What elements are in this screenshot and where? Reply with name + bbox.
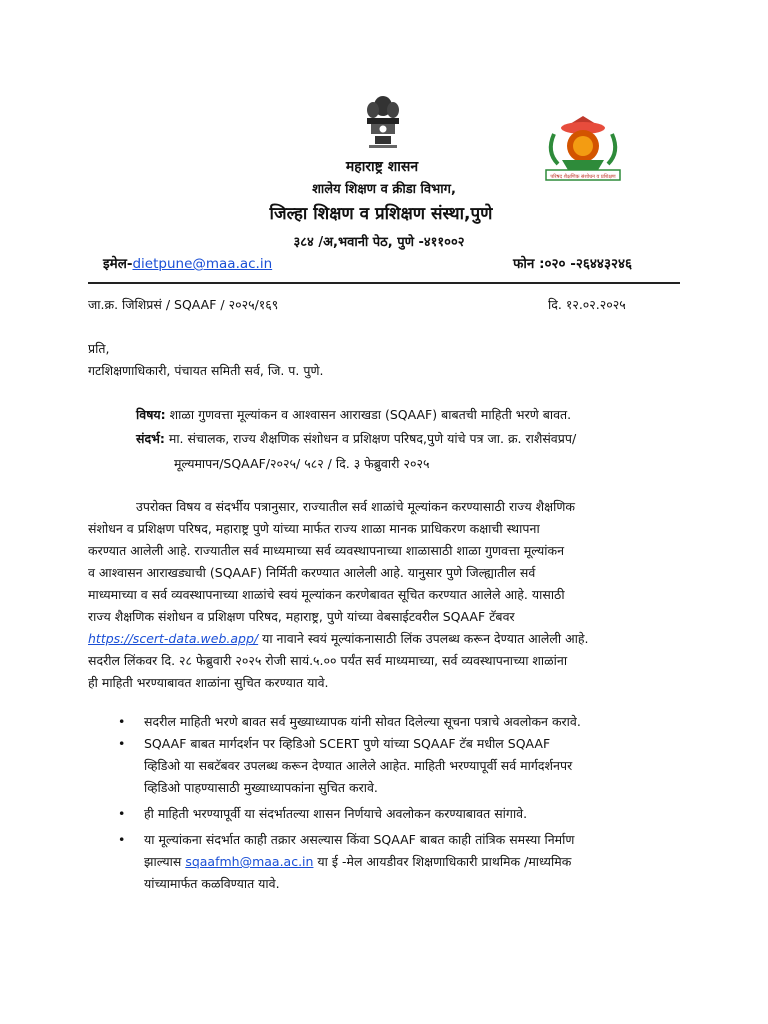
national-emblem-icon (361, 92, 405, 152)
bullet-icon: • (118, 736, 126, 751)
body-line-4: व आश्वासन आराखड्याची (SQAAF) निर्मिती करण्यात आलेली आहे. यानुसार पुणे जिल्ह्यातील सर्व (88, 565, 536, 580)
body-line-8: सदरील लिंकवर दि. २८ फेब्रुवारी २०२५ रोजी सायं.५.०० पर्यंत सर्व माध्यमाच्या, सर्व व्यवस्थापनाच्या शाळांना (88, 653, 568, 668)
reference-line-1 (136, 430, 576, 447)
bullet-2-line-1: SQAAF बाबत मार्गदर्शन पर व्हिडिओ SCERT पुणे यांच्या SQAAF टॅब मधील SQAAF (144, 736, 551, 751)
email-label: इमेल- (103, 256, 133, 272)
reference-number: जा.क्र. जिशिप्रसं / SQAAF / २०२५/१६९ (88, 297, 279, 312)
recipient-to: प्रति, (88, 341, 110, 356)
bullet-4-post: या ई -मेल आयडीवर शिक्षणाधिकारी प्राथमिक /माध्यमिक (313, 854, 572, 869)
subject-text: शाळा गुणवत्ता मूल्यांकन व आश्वासन आराखडा (SQAAF) बाबतची माहिती भरणे बावत. (165, 407, 572, 422)
body-line-6: राज्य शैक्षणिक संशोधन व प्रशिक्षण परिषद, महाराष्ट्र, पुणे यांच्या वेबसाईटवरील SQAAF टॅबवर (88, 609, 515, 624)
body-line-9: ही माहिती भरण्याबावत शाळांना सुचित करण्यात यावे. (88, 675, 329, 690)
email-row (103, 254, 272, 272)
bullet-1-text: सदरील माहिती भरणे बावत सर्व मुख्याध्यापक यांनी सोवत दिलेल्या सूचना पत्राचे अवलोकन करावे. (144, 714, 581, 729)
bullet-icon: • (118, 714, 126, 729)
list-item (118, 733, 680, 799)
list-item (118, 829, 680, 895)
seal-text: परिषद शैक्षणिक संशोधन व प्रशिक्षण (550, 174, 616, 180)
institute-address: ३८४ /अ,भवानी पेठ, पुणे -४११००२ (293, 235, 465, 250)
subject-line (136, 406, 571, 423)
department-name: शालेय शिक्षण व क्रीडा विभाग, (312, 182, 456, 197)
subject-label: विषय: (136, 407, 166, 422)
bullet-4-line-3: यांच्यामार्फत कळविण्यात यावे. (144, 876, 280, 891)
header-divider (88, 282, 680, 284)
email-link[interactable]: dietpune@maa.ac.in (132, 256, 273, 272)
body-line-7-text: या नावाने स्वयं मूल्यांकनासाठी लिंक उपलब्ध करून देण्यात आलेली आहे. (258, 631, 589, 646)
bullet-icon: • (118, 832, 126, 847)
reference-text-1: मा. संचालक, राज्य शैक्षणिक संशोधन व प्रशिक्षण परिषद,पुणे यांचे पत्र जा. क्र. राशैसंवप्रप/ (164, 431, 577, 446)
sqaaf-email-link[interactable]: sqaafmh@maa.ac.in (185, 854, 314, 869)
bullet-2-line-3: व्हिडिओ पाहण्यासाठी मुख्याध्यापकांना सुचित करावे. (144, 780, 378, 795)
scert-link[interactable]: https://scert-data.web.app/ (88, 631, 259, 646)
reference-text-2: मूल्यमापन/SQAAF/२०२५/ ५८२ / दि. ३ फेब्रुवारी २०२५ (174, 456, 430, 471)
list-item (118, 803, 680, 825)
letter-date: दि. १२.०२.२०२५ (548, 297, 626, 312)
body-paragraph (88, 496, 680, 694)
bullet-4-line-2 (144, 851, 680, 873)
body-line-2: संशोधन व प्रशिक्षण परिषद, महाराष्ट्र पुणे यांच्या मार्फत राज्य शाळा मानक प्राधिकरण कक्षाची स्थापना (88, 521, 540, 536)
bullet-4-pre: झाल्यास (144, 854, 186, 869)
bullet-2-line-2: व्हिडिओ या सबटॅबवर उपलब्ध करून देण्यात आलेले आहेत. माहिती भरण्यापूर्वी सर्व मार्गदर्शनपर (144, 758, 573, 773)
bullet-4-line-1: या मूल्यांकना संदर्भात काही तक्रार असल्यास किंवा SQAAF बाबत काही तांत्रिक समस्या निर्माण (144, 832, 575, 847)
body-line-3: करण्यात आलेली आहे. राज्यातील सर्व माध्यमाच्या सर्व व्यवस्थापनाच्या शाळासाठी शाळा गुणवत्ता मूल्यांकन (88, 543, 565, 558)
body-line-1: उपरोक्त विषय व संदर्भीय पत्रानुसार, राज्यातील सर्व शाळांचे मूल्यांकन करण्यासाठी राज्य शैक्षणिक (136, 499, 576, 514)
list-item (118, 711, 680, 733)
bullet-icon: • (118, 806, 126, 821)
bullet-3-text: ही माहिती भरण्यापूर्वी या संदर्भातल्या शासन निर्णयाचे अवलोकन करण्याबावत सांगावे. (144, 806, 528, 821)
reference-label: संदर्भ: (136, 431, 165, 446)
body-line-5: माध्यमाच्या व सर्व व्यवस्थापनाच्या शाळांचे स्वयं मूल्यांकन करणेबावत सूचित करण्यात आलेले आहे. यासाठी (88, 587, 565, 602)
recipient-name: गटशिक्षणाधिकारी, पंचायत समिती सर्व, जि. प. पुणे. (88, 363, 324, 378)
body-line-7 (88, 628, 680, 650)
institute-seal-icon (536, 112, 630, 188)
institute-name: जिल्हा शिक्षण व प्रशिक्षण संस्था,पुणे (269, 204, 493, 224)
govt-title: महाराष्ट्र शासन (345, 159, 419, 175)
instruction-list (118, 711, 680, 895)
phone-number: फोन :०२० -२६४४३२४६ (513, 256, 633, 272)
